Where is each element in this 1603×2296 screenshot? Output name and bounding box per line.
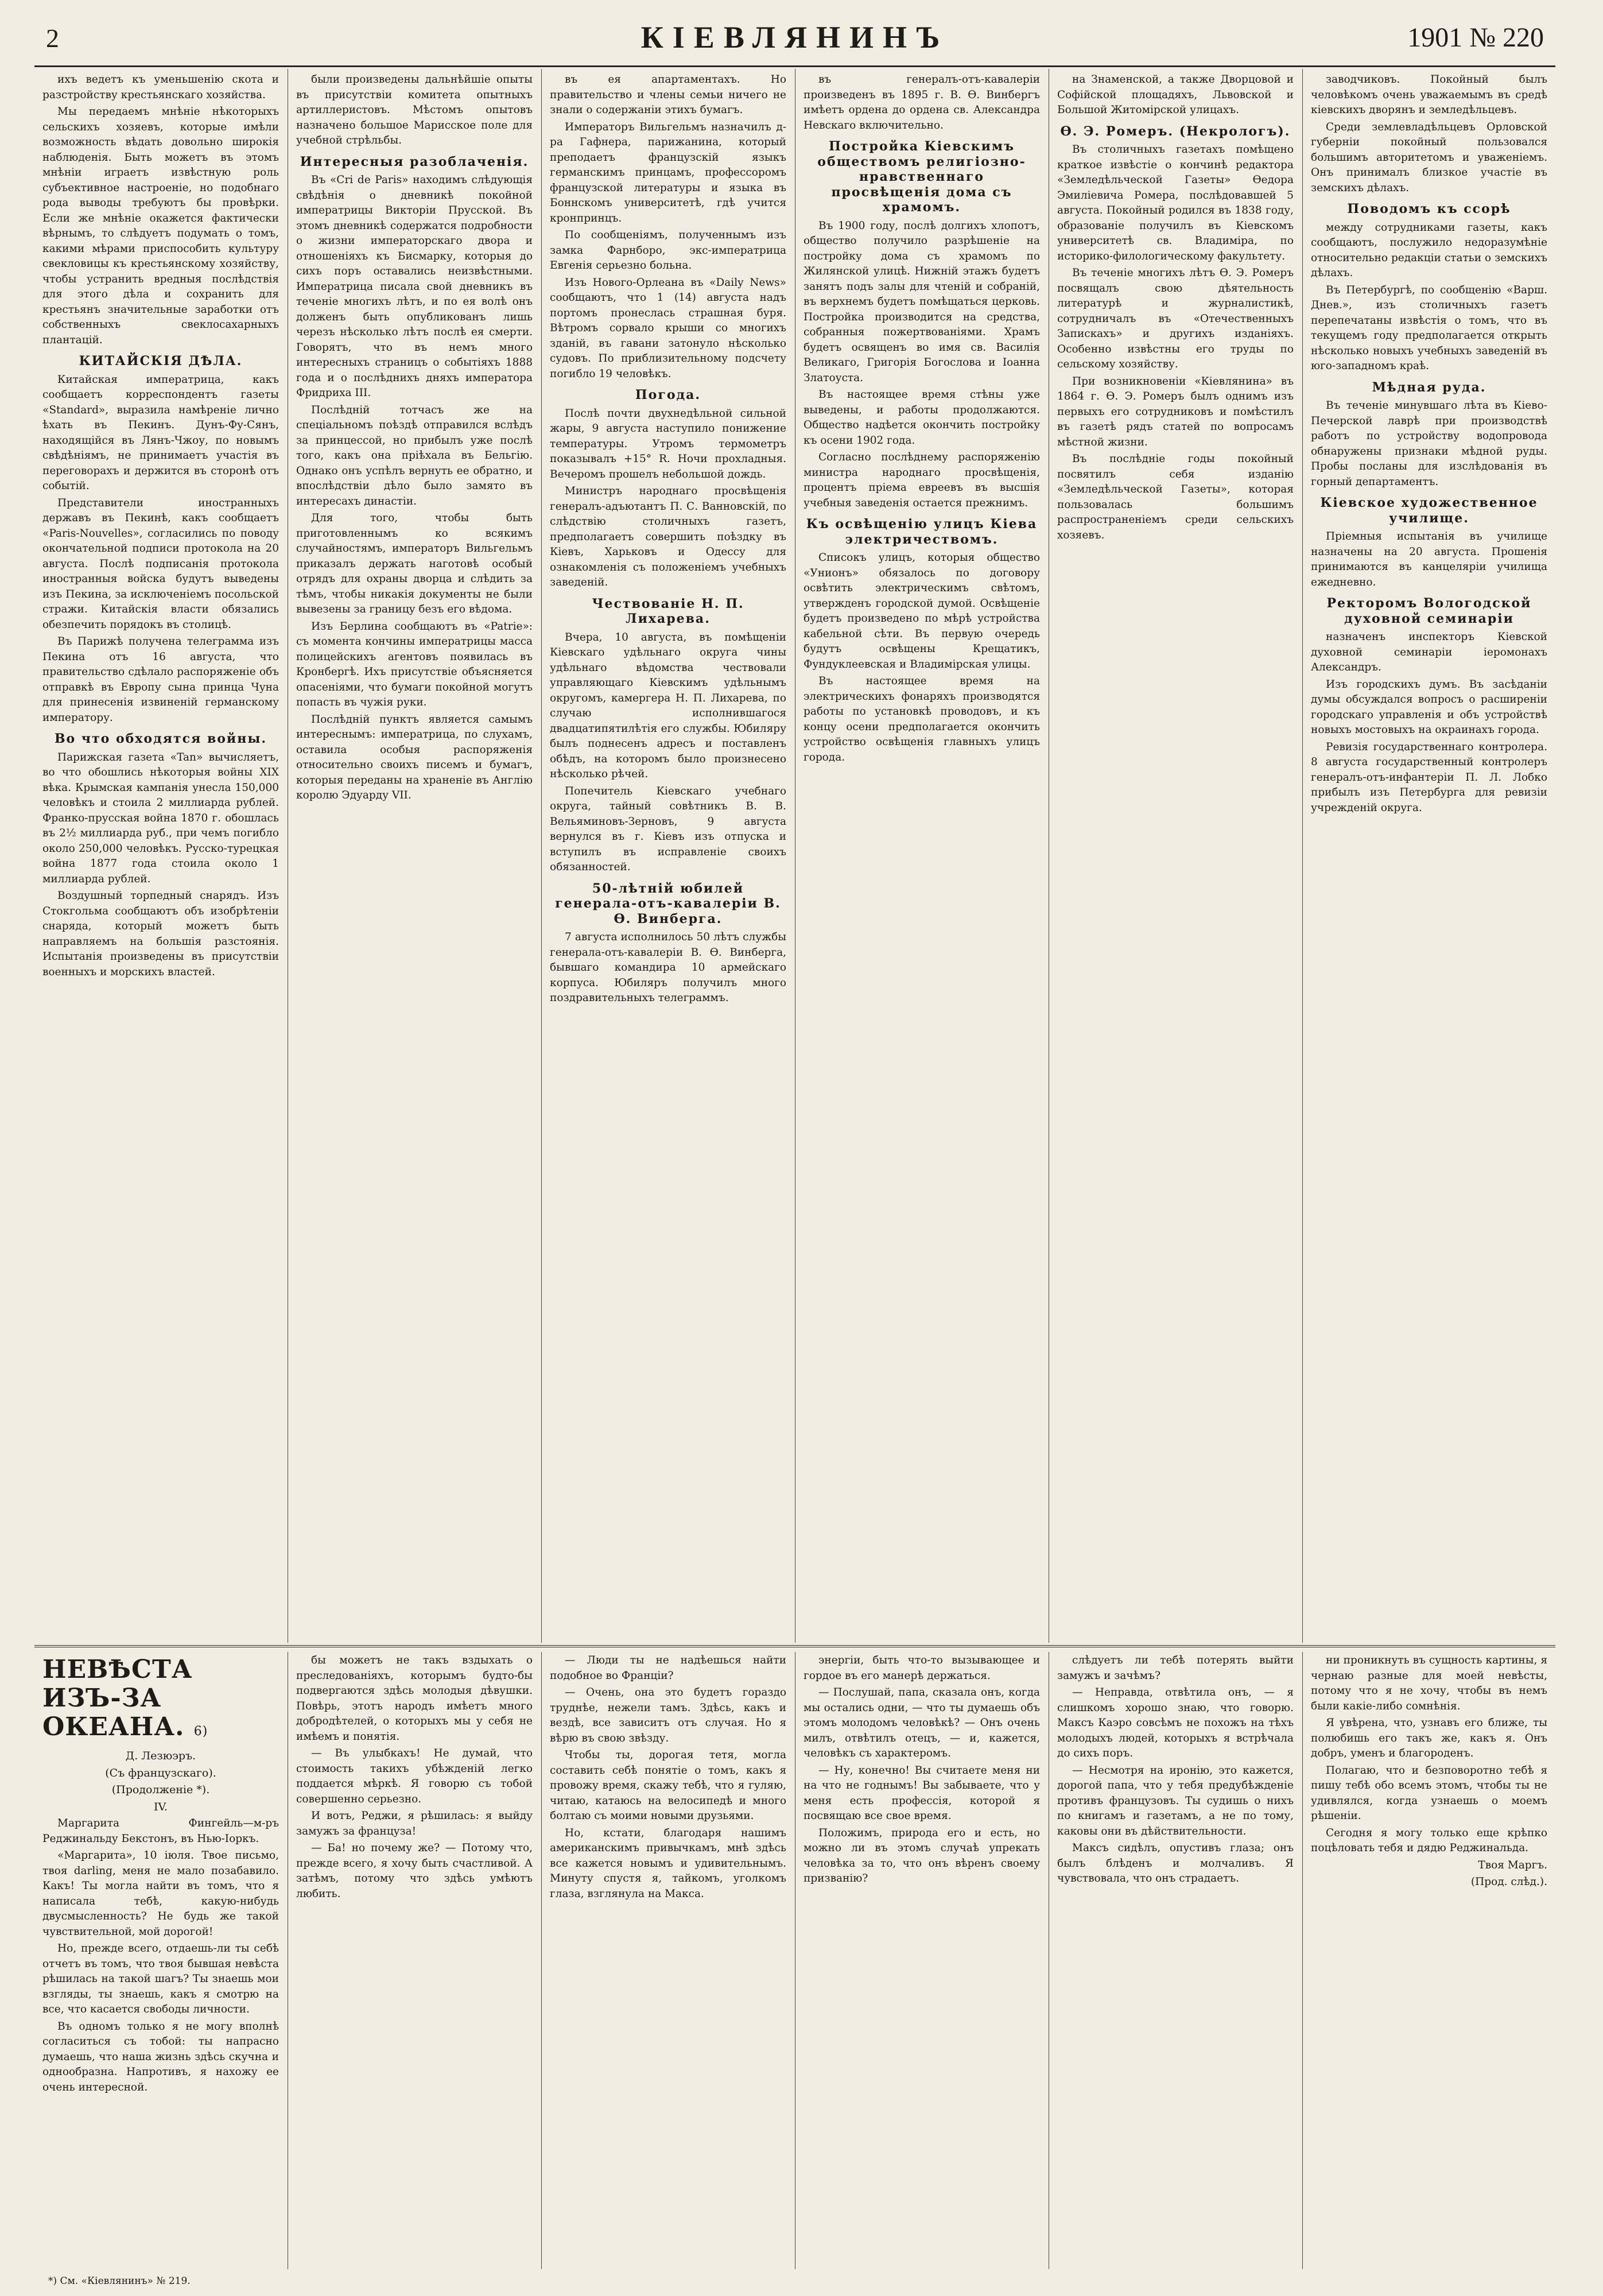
article-text: ихъ ведетъ къ уменьшенію скота и разстройству крестьянскаго хозяйства. <box>42 73 279 101</box>
feuilleton-column-2 <box>296 1653 533 2266</box>
article-text: Въ «Cri de Paris» находимъ слѣдующія свѣдѣнія о дневникѣ покойной императрицы Викторіи Прусской. Въ этомъ дневникѣ содержатся подробности о жизни императорскаго двора и отношеніяхъ къ Бисмарку, которыя до сихъ поръ оставались неизвѣстными. Императрица писала свой дневникъ въ теченіе многихъ лѣтъ, и по ея волѣ онъ долженъ быть опубликованъ лишь черезъ нѣсколько лѣтъ послѣ ея смерти. Говорятъ, что въ немъ много интересныхъ страницъ о событіяхъ 1888 года и о послѣднихъ дняхъ императора Фридриха III. <box>296 174 533 399</box>
feuilleton-text: Въ одномъ только я не могу вполнѣ согласиться съ тобой: ты напрасно думаешь, что наша жизнь здѣсь скучна и однообразна. Напротивъ, я нахожу ее очень интересной. <box>42 2020 279 2093</box>
article-text: въ генералъ-отъ-кавалеріи произведенъ въ 1895 г. В. Ѳ. Винбергъ имѣетъ ордена до ордена св. Александра Невскаго включительно. <box>804 73 1040 131</box>
feuilleton-translation-note: (Съ французскаго). <box>105 1766 216 1779</box>
section-heading: Постройка Кіевскимъ обществомъ религіозно-нравственнаго просвѣщенія дома съ храмомъ. <box>817 139 1026 215</box>
article-text: на Знаменской, а также Дворцовой и Софійской площадяхъ, Львовской и Большой Житомірской улицахъ. <box>1057 73 1294 116</box>
article-text: Пріемныя испытанія въ училище назначены на 20 августа. Прошенія принимаются въ канцеляріи училища ежедневно. <box>1311 530 1547 588</box>
issue-number: 1901 № 220 <box>1407 22 1544 53</box>
header-rule <box>34 65 1555 67</box>
feuilleton-text: — Несмотря на иронію, это кажется, дорогой папа, что у тебя предубѣжденіе противъ французовъ. Ты судишь о нихъ по книгамъ и газетамъ, а не по тому, каковы они въ дѣйствительности. <box>1057 1764 1294 1837</box>
newspaper-page <box>34 16 1555 2287</box>
article-text: Изъ Нового-Орлеана въ «Daily News» сообщаютъ, что 1 (14) августа надъ портомъ пронеслась страшная буря. Вѣтромъ сорвало крыши со многихъ зданій, въ гавани затонуло нѣсколько судовъ. По приблизительному подсчету погибло 19 человѣкъ. <box>550 276 786 380</box>
feuilleton-title <box>42 1655 279 1746</box>
feuilleton-text: «Маргарита», 10 іюля. Твое письмо, твоя darling, меня не мало позабавило. Какъ! Ты могла найти въ томъ, что я написала тебѣ, какую-нибудь двусмысленность? Не будь же такой чувствительной, мой дорогой! <box>42 1849 279 1938</box>
article-text: Парижская газета «Tan» вычисляетъ, во что обошлись нѣкоторыя войны XIX вѣка. Крымская кампанія унесла 150,000 человѣкъ и стоила 2 миллиарда рублей. Франко-прусская война 1870 г. обошлась въ 2½ миллиарда руб., при чемъ погибло около 250,000 человѣкъ. Русско-турецкая война 1877 года стоила около 1 миллиарда рублей. <box>42 751 279 885</box>
feuilleton-text: И вотъ, Реджи, я рѣшилась: я выйду замужъ за француза! <box>296 1810 533 1837</box>
column-5 <box>1057 72 1294 1639</box>
article-text: заводчиковъ. Покойный былъ человѣкомъ очень уважаемымъ въ средѣ кіевскихъ дворянъ и земледѣльцевъ. <box>1311 73 1547 116</box>
feuilleton-text: Полагаю, что и безповоротно тебѣ я пишу тебѣ обо всемъ этомъ, чтобы ты не удивлялся, когда узнаешь о моемъ рѣшеніи. <box>1311 1764 1547 1822</box>
article-text: По сообщеніямъ, полученнымъ изъ замка Фарнборо, экс-императрица Евгенія серьезно больна. <box>550 229 786 272</box>
article-text: Представители иностранныхъ державъ въ Пекинѣ, какъ сообщаетъ «Paris-Nouvelles», согласились по поводу окончательной подписи протокола на 20 августа. Послѣ подписанія протокола иностранныя войска будутъ выведены изъ Пекина, за исключеніемъ посольской стражи. Китайскія власти обязались обезпечить порядокъ въ столицѣ. <box>42 497 279 631</box>
feuilleton-text: — Очень, она это будетъ гораздо труднѣе, нежели тамъ. Здѣсь, какъ и вездѣ, все зависитъ отъ случая. Но я вѣрю въ свою звѣзду. <box>550 1686 786 1744</box>
article-text: Министръ народнаго просвѣщенія генералъ-адъютантъ П. С. Ванновскій, по слѣдствію столичныхъ газетъ, предполагаетъ совершить поѣздку въ Кіевъ, Харьковъ и Одессу для ознакомленія съ положеніемъ учебныхъ заведеній. <box>550 485 786 588</box>
article-text: Послѣдній пунктъ является самымъ интереснымъ: императрица, по слухамъ, оставила особыя распоряженія относительно своихъ писемъ и бумагъ, которыя переданы на храненіе въ Англію королю Эдуарду VII. <box>296 713 533 801</box>
article-text: Вчера, 10 августа, въ помѣщеніи Кіевскаго удѣльнаго округа чины удѣльнаго вѣдомства чествовали управляющаго Кіевскимъ удѣльнымъ округомъ, камергера Н. П. Лихарева, по случаю исполнившагося двадцатипятилѣтія его службы. Юбиляру былъ поднесенъ адресъ и поставленъ обѣдъ, на которомъ было произнесено нѣсколько рѣчей. <box>550 631 786 780</box>
page-number: 2 <box>46 24 59 53</box>
article-text: При возникновеніи «Кіевлянина» въ 1864 г. Ѳ. Э. Ромеръ былъ однимъ изъ первыхъ его сотрудниковъ и помѣстилъ въ газетѣ рядъ статей по вопросамъ мѣстной жизни. <box>1057 375 1294 448</box>
feuilleton-heading: Маргарита Фингейль—м-ръ Реджинальду Бекстонъ, въ Нью-Іоркъ. <box>42 1817 279 1845</box>
page-header <box>34 16 1555 63</box>
column-1 <box>42 72 279 1639</box>
to-be-continued-note: (Прод. слѣд.). <box>1470 1876 1547 1888</box>
article-text: Въ 1900 году, послѣ долгихъ хлопотъ, общество получило разрѣшеніе на постройку дома съ храмомъ по Жилянской улицѣ. Нижній этажъ будетъ занятъ подъ залы для чтеній и собраній, въ верхнемъ будетъ помѣщаться церковь. Постройка производится на средства, собранныя пожертвованіями. Храмъ будетъ освященъ во имя св. Василія Великаго, Григорія Богослова и Іоанна Златоуста. <box>804 219 1040 384</box>
feuilleton-text: — Ба! но почему же? — Потому что, прежде всего, я хочу быть счастливой. А затѣмъ, потому что здѣсь умѣютъ любить. <box>296 1842 533 1900</box>
feuilleton-text: Положимъ, природа его и есть, но можно ли въ этомъ случаѣ упрекать человѣка за то, что онъ вѣренъ своему призванію? <box>804 1826 1040 1884</box>
column-3 <box>550 72 786 1639</box>
feuilleton-text: Максъ сидѣлъ, опустивъ глаза; онъ былъ блѣденъ и молчаливъ. Я чувствовала, что онъ страдаетъ. <box>1057 1842 1294 1884</box>
article-text: Въ теченіе многихъ лѣтъ Ѳ. Э. Ромеръ посвящалъ свою дѣятельность литературѣ и журналистикѣ, сотрудничалъ въ «Отечественныхъ Запискахъ» и другихъ изданіяхъ. Особенно извѣстны его труды по сельскому хозяйству. <box>1057 267 1294 370</box>
section-heading: Къ освѣщенію улицъ Кіева электричествомъ. <box>806 517 1038 547</box>
feuilleton-text: — Въ улыбкахъ! Не думай, что стоимость такихъ убѣжденій легко поддается мѣркѣ. Я говорю съ тобой совершенно серьезно. <box>296 1747 533 1805</box>
feuilleton-marker: 6) <box>193 1724 208 1739</box>
column-divider <box>1302 1652 1303 2269</box>
feuilleton-text: — Послушай, папа, сказала онъ, когда мы остались одни, — что ты думаешь объ этомъ молодомъ человѣкѣ? — Онъ очень милъ, отвѣтилъ отецъ, — и, кажется, человѣкъ съ характеромъ. <box>804 1686 1040 1759</box>
article-text: назначенъ инспекторъ Кіевской духовной семинаріи іеромонахъ Александръ. <box>1311 631 1547 673</box>
article-text: Въ теченіе минувшаго лѣта въ Кіево-Печерской лаврѣ при производствѣ работъ по устройству водопровода обнаружены признаки мѣдной руды. Пробы посланы для изслѣдованія въ горный департаментъ. <box>1311 400 1547 488</box>
feuilleton-column-3 <box>550 1653 786 2266</box>
column-divider <box>541 69 542 1643</box>
feuilleton-text: Я увѣрена, что, узнавъ его ближе, ты полюбишь его такъ же, какъ я. Онъ добръ, уменъ и благороденъ. <box>1311 1717 1547 1759</box>
feuilleton-text: Чтобы ты, дорогая тетя, могла составить себѣ понятіе о томъ, какъ я провожу время, скажу тебѣ, что я гуляю, читаю, катаюсь на велосипедѣ и много болтаю съ моими новыми друзьями. <box>550 1749 786 1822</box>
section-heading: Ректоромъ Вологодской духовной семинаріи <box>1326 596 1532 626</box>
article-text: были произведены дальнѣйшіе опыты въ присутствіи комитета опытныхъ артиллеристовъ. Мѣстомъ опытовъ назначено большое Марисское поле для учебной стрѣльбы. <box>296 73 533 146</box>
article-text: Въ настоящее время стѣны уже выведены, и работы продолжаются. Общество надѣется окончить постройку къ осени 1902 года. <box>804 389 1040 447</box>
section-heading: Ѳ. Э. Ромеръ. (Некрологъ). <box>1060 123 1291 139</box>
section-heading: Мѣдная руда. <box>1372 379 1486 395</box>
feuilleton-text: Но, кстати, благодаря нашимъ американскимъ привычкамъ, мнѣ здѣсь все кажется новымъ и удивительнымъ. Минуту спустя я, тайкомъ, уголкомъ глаза, взглянула на Максa. <box>550 1826 786 1900</box>
article-text: между сотрудниками газеты, какъ сообщаютъ, послужило недоразумѣніе относительно редакціи статьи о земскихъ дѣлахъ. <box>1311 221 1547 279</box>
article-text: Въ настоящее время на электрическихъ фонаряхъ производятся работы по установкѣ проводовъ, и къ концу осени предполагается окончить устройство освѣщенія главныхъ улицъ города. <box>804 675 1040 763</box>
article-text: Изъ Берлина сообщаютъ въ «Patrie»: съ момента кончины императрицы масса полицейскихъ агентовъ появилась въ Кронбергѣ. Ихъ присутствіе объясняется опасеніями, что бумаги покойной могутъ попасть въ чужія руки. <box>296 620 533 708</box>
article-text: Согласно послѣднему распоряженію министра народнаго просвѣщенія, процентъ пріема евреевъ въ высшія учебныя заведенія остается прежнимъ. <box>804 451 1040 509</box>
section-heading: КИТАЙСКІЯ ДѢЛА. <box>79 354 243 369</box>
feuilleton-column-5 <box>1057 1653 1294 2266</box>
feuilleton-continued-note: (Продолженіе *). <box>111 1783 210 1796</box>
article-text: Ревизія государственнаго контролера. 8 августа государственный контролеръ генералъ-отъ-инфантеріи П. Л. Лобко прибылъ изъ Петербурга для ревизіи учрежденій округа. <box>1311 740 1547 814</box>
article-text: Въ послѣдніе годы покойный посвятилъ себя изданію «Земледѣльческой Газеты», которая пользовалась большимъ распространеніемъ среди сельскихъ хозяевъ. <box>1057 453 1294 541</box>
feuilleton-column-1 <box>42 1653 279 2266</box>
feuilleton-text: слѣдуетъ ли тебѣ потерять выйти замужъ и зачѣмъ? <box>1057 1654 1294 1682</box>
article-text: 7 августа исполнилось 50 лѣтъ службы генерала-отъ-кавалеріи В. Ѳ. Винберга, бывшаго командира 10 армейскаго корпуса. Юбиляръ получилъ много поздравительныхъ телеграммъ. <box>550 931 786 1004</box>
article-text: Императоръ Вильгельмъ назначилъ д-ра Гафнера, парижанина, который преподаетъ французскій языкъ германскимъ принцамъ, профессоромъ французской литературы и языка въ Боннскомъ университетѣ, гдѣ учится кронпринцъ. <box>550 121 786 224</box>
feuilleton-text: энергіи, быть что-то вызывающее и гордое въ его манерѣ держаться. <box>804 1654 1040 1682</box>
article-text: Изъ городскихъ думъ. Въ засѣданіи думы обсуждался вопросъ о расширеніи городскаго управленія и объ устройствѣ новыхъ мостовыхъ на окраинахъ города. <box>1311 678 1547 736</box>
feuilleton-signature: Твоя Маргъ. <box>1478 1859 1547 1871</box>
article-text: Въ Петербургѣ, по сообщенію «Варш. Днев.», изъ столичныхъ газетъ перепечатаны извѣстія о томъ, что въ текущемъ году предполагается открыть нѣсколько новыхъ учебныхъ заведеній въ юго-западномъ краѣ. <box>1311 284 1547 372</box>
feuilleton-title-text: НЕВѢСТА ИЗЪ-ЗА ОКЕАНА. <box>42 1655 193 1742</box>
article-text: Послѣдній тотчасъ же на спеціальномъ поѣздѣ отправился вслѣдъ за принцессой, но прибылъ уже послѣ того, какъ она пріѣхала въ Бельгію. Однако онъ успѣлъ вернуть ее обратно, и впослѣдствіи дѣло было замято въ интересахъ династіи. <box>296 404 533 507</box>
feuilleton-chapter: IV. <box>154 1800 168 1813</box>
article-text: Среди землевладѣльцевъ Орловской губерніи покойный пользовался большимъ авторитетомъ и уваженіемъ. Онъ принималъ близкое участіе въ земскихъ дѣлахъ. <box>1311 121 1547 194</box>
feuilleton-text: Но, прежде всего, отдаешь-ли ты себѣ отчетъ въ томъ, что твоя бывшая невѣста рѣшилась на такой шагъ? Ты знаешь мои взгляды, ты знаешь, какъ я смотрю на все, что касается свободы личности. <box>42 1942 279 2015</box>
footnote: *) См. «Кіевлянинъ» № 219. <box>48 2275 191 2287</box>
column-6 <box>1311 72 1547 1639</box>
section-heading: Поводомъ къ ссорѣ <box>1347 201 1511 216</box>
article-text: Списокъ улицъ, которыя общество «Унионъ» обязалось по договору освѣтить электрическимъ свѣтомъ, утвержденъ городской думой. Освѣщеніе будетъ произведено по мѣрѣ устройства кабельной сѣти. Въ первую очередь будутъ освѣщены Крещатикъ, Фундуклеевская и Владимірская улицы. <box>804 552 1040 670</box>
article-text: Мы передаемъ мнѣніе нѣкоторыхъ сельскихъ хозяевъ, которые имѣли возможность вѣдать довольно широкія наблюденія. Быть можетъ въ этомъ мнѣніи играетъ извѣстную роль субъективное настроеніе, но подобнаго рода выводы требуютъ бы провѣрки. Если же мнѣніе окажется фактически вѣрнымъ, то слѣдуетъ подумать о томъ, какими мѣрами приспособить культуру свекловицы къ крестьянскому хозяйству, чтобы устранить вредныя послѣдствія для этого дѣла и сохранить для крестьянъ значительные заработки отъ собственныхъ свеклосахарныхъ плантацій. <box>42 106 279 346</box>
article-text: въ ея апартаментахъ. Но правительство и члены семьи ничего не знали о содержаніи этихъ бумагъ. <box>550 73 786 116</box>
column-divider <box>541 1652 542 2269</box>
section-heading: Погода. <box>635 387 701 402</box>
feuilleton-text: — Ну, конечно! Вы считаете меня ни на что не годнымъ! Вы забываете, что у меня есть профессія, которой я посвящаю все свое время. <box>804 1764 1040 1822</box>
article-text: Для того, чтобы быть приготовленнымъ ко всякимъ случайностямъ, императоръ Вильгельмъ приказалъ держать наготовѣ особый отрядъ для охраны дворца и слѣдить за тѣмъ, чтобы никакія документы не были вывезены за границу безъ его вѣдома. <box>296 512 533 615</box>
section-heading: Интересныя разоблаченія. <box>300 154 529 169</box>
section-heading: Во что обходятся войны. <box>54 731 267 746</box>
article-text: Послѣ почти двухнедѣльной сильной жары, 9 августа наступило понижение температуры. Утромъ термометръ показывалъ +15° R. Ночи прохладныя. Вечеромъ прошелъ небольшой дождь. <box>550 407 786 480</box>
column-divider <box>1302 69 1303 1643</box>
article-text: Попечитель Кіевскаго учебнаго округа, тайный совѣтникъ В. В. Вельяминовъ-Зерновъ, 9 августа вернулся въ г. Кіевъ изъ отпуска и вступилъ въ исправленіе своихъ обязанностей. <box>550 785 786 873</box>
feuilleton-rule <box>34 1645 1555 1647</box>
article-text: Въ столичныхъ газетахъ помѣщено краткое извѣстіе о кончинѣ редактора «Земледѣльческой Газеты» Ѳедора Эмиліевича Ромера, послѣдовавшей 5 августа. Покойный родился въ 1838 году, образованіе получилъ въ Кіевскомъ университетѣ св. Владиміра, по историко-филологическому факультету. <box>1057 144 1294 262</box>
section-heading: 50-лѣтній юбилей генерала-отъ-кавалеріи В. Ѳ. Винберга. <box>555 881 781 926</box>
feuilleton-text: — Люди ты не надѣешься найти подобное во Франціи? <box>550 1654 786 1682</box>
column-2 <box>296 72 533 1639</box>
feuilleton-column-6 <box>1311 1653 1547 2266</box>
feuilleton-text: бы можетъ не такъ вздыхать о преследованіяхъ, которымъ будто-бы подвергаются здѣсь молодыя дѣвушки. Повѣрь, этотъ народъ имѣетъ много добродѣтелей, о которыхъ мы у себя не имѣемъ и понятія. <box>296 1654 533 1743</box>
feuilleton-text: ни проникнуть въ сущность картины, я чернаю разные для моей невѣсты, потому что я не хочу, чтобы въ немъ были какіе-либо сомнѣнія. <box>1311 1654 1547 1712</box>
feuilleton-text: Сегодня я могу только еще крѣпко поцѣловать тебя и дядю Реджинальда. <box>1311 1826 1547 1854</box>
article-text: Китайская императрица, какъ сообщаетъ корреспондентъ газеты «Standard», выразила намѣреніе лично ѣхать въ Пекинъ. Дунъ-Фу-Сянъ, находящійся въ Лянъ-Чжоу, по новымъ свѣдѣніямъ, не принимаетъ участія въ переговорахъ и держится въ сторонѣ отъ событій. <box>42 373 279 492</box>
section-heading: Чествованіе Н. П. Лихарева. <box>592 596 744 626</box>
column-4 <box>804 72 1040 1639</box>
article-text: Воздушный торпедный снарядъ. Изъ Стокгольма сообщаютъ объ изобрѣтеніи снаряда, который можетъ быть направляемъ на большія разстоянія. Испытанія произведены въ присутствіи военныхъ и морскихъ властей. <box>42 890 279 978</box>
feuilleton-column-4 <box>804 1653 1040 2266</box>
feuilleton-author: Д. Лезюэръ. <box>125 1750 196 1762</box>
article-text: Въ Парижѣ получена телеграмма изъ Пекина отъ 16 августа, что правительство сдѣлало распоряженіе объ отправкѣ въ Европу сына принца Чуна для принесенія извиненій германскому императору. <box>42 635 279 724</box>
feuilleton-text: — Неправда, отвѣтила онъ, — я слишкомъ хорошо знаю, что говорю. Максъ Каэро совсѣмъ не похожъ на тѣхъ молодыхъ людей, которыхъ я встрѣчала до сихъ поръ. <box>1057 1686 1294 1759</box>
section-heading: Кіевское художественное училище. <box>1320 495 1538 526</box>
newspaper-title: КІЕВЛЯНИНЪ <box>641 20 949 55</box>
